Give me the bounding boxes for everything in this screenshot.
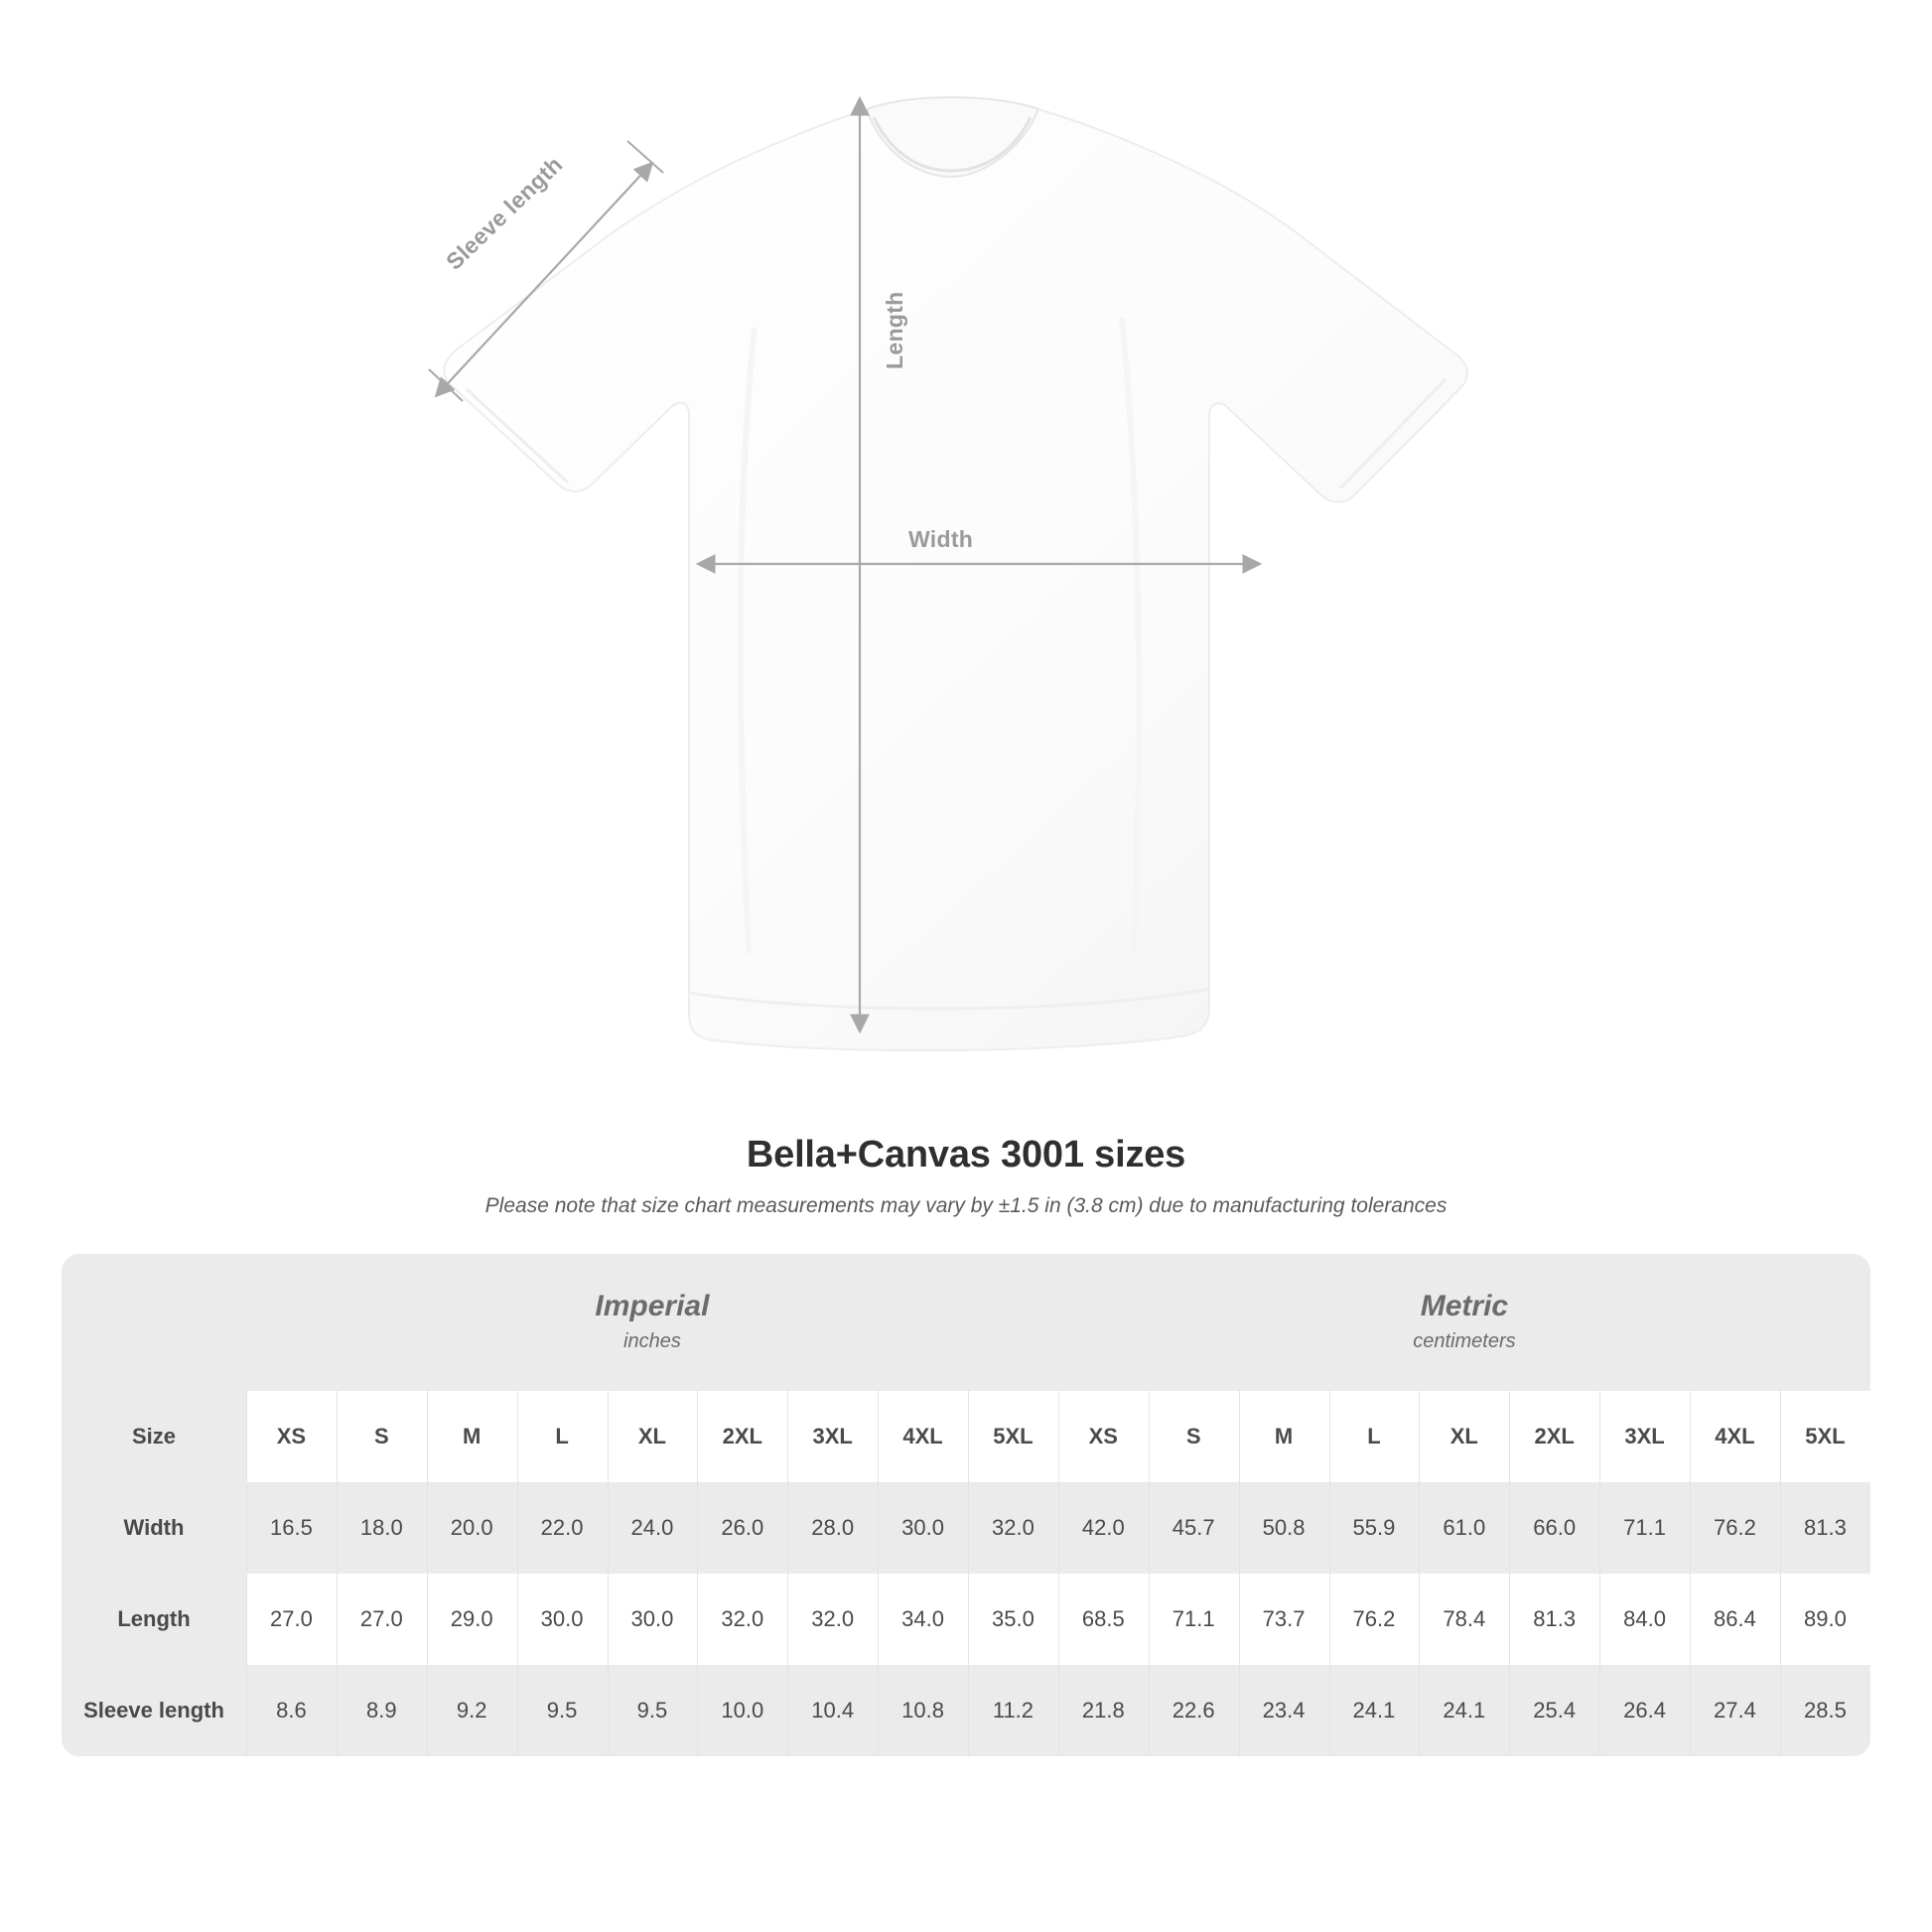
size-table-container	[62, 1254, 1870, 1756]
unit-header-imperial	[246, 1254, 1058, 1391]
size-header-cell: S	[1149, 1391, 1239, 1482]
size-header-cell: XS	[246, 1391, 337, 1482]
table-row	[62, 1665, 1870, 1756]
table-cell: 10.4	[787, 1665, 878, 1756]
size-header-cell: 3XL	[1599, 1391, 1690, 1482]
size-header-cell: L	[1329, 1391, 1420, 1482]
unit-header-spacer	[62, 1254, 246, 1391]
table-row	[62, 1574, 1870, 1665]
table-cell: 30.0	[608, 1574, 698, 1665]
size-header-cell: XS	[1058, 1391, 1149, 1482]
table-cell: 42.0	[1058, 1482, 1149, 1574]
table-cell: 28.5	[1780, 1665, 1870, 1756]
table-cell: 21.8	[1058, 1665, 1149, 1756]
size-header-cell: 2XL	[697, 1391, 787, 1482]
table-cell: 9.2	[427, 1665, 517, 1756]
table-cell: 10.8	[878, 1665, 968, 1756]
table-cell: 27.4	[1690, 1665, 1780, 1756]
size-header-cell: XL	[608, 1391, 698, 1482]
table-cell: 73.7	[1239, 1574, 1329, 1665]
unit-name-metric: Metric	[1420, 1290, 1509, 1323]
table-cell: 68.5	[1058, 1574, 1149, 1665]
table-cell: 81.3	[1780, 1482, 1870, 1574]
table-cell: 10.0	[697, 1665, 787, 1756]
table-cell: 30.0	[878, 1482, 968, 1574]
table-cell: 9.5	[608, 1665, 698, 1756]
table-cell: 71.1	[1149, 1574, 1239, 1665]
size-table	[62, 1254, 1870, 1756]
row-label-sleeve-length: Sleeve length	[62, 1665, 246, 1756]
table-cell: 35.0	[968, 1574, 1058, 1665]
row-label-length: Length	[62, 1574, 246, 1665]
size-header-cell: M	[1239, 1391, 1329, 1482]
tshirt-shape	[444, 97, 1467, 1050]
table-cell: 50.8	[1239, 1482, 1329, 1574]
row-label-width: Width	[62, 1482, 246, 1574]
table-cell: 71.1	[1599, 1482, 1690, 1574]
size-header-cell: M	[427, 1391, 517, 1482]
unit-header-metric	[1058, 1254, 1870, 1391]
size-header-cell: XL	[1419, 1391, 1509, 1482]
unit-sub-metric: centimeters	[1413, 1329, 1516, 1352]
length-label: Length	[882, 291, 907, 369]
size-header-cell: 5XL	[968, 1391, 1058, 1482]
table-cell: 55.9	[1329, 1482, 1420, 1574]
table-cell: 32.0	[697, 1574, 787, 1665]
table-cell: 24.1	[1329, 1665, 1420, 1756]
table-cell: 24.1	[1419, 1665, 1509, 1756]
table-cell: 34.0	[878, 1574, 968, 1665]
table-cell: 32.0	[787, 1574, 878, 1665]
table-cell: 22.6	[1149, 1665, 1239, 1756]
table-cell: 84.0	[1599, 1574, 1690, 1665]
table-cell: 28.0	[787, 1482, 878, 1574]
width-label: Width	[908, 526, 974, 552]
table-cell: 32.0	[968, 1482, 1058, 1574]
table-cell: 18.0	[337, 1482, 427, 1574]
size-header-cell: 3XL	[787, 1391, 878, 1482]
size-header-cell: 2XL	[1509, 1391, 1599, 1482]
table-cell: 81.3	[1509, 1574, 1599, 1665]
table-cell: 27.0	[246, 1574, 337, 1665]
table-cell: 9.5	[517, 1665, 608, 1756]
size-header-cell: 4XL	[1690, 1391, 1780, 1482]
table-cell: 76.2	[1329, 1574, 1420, 1665]
table-cell: 61.0	[1419, 1482, 1509, 1574]
sleeve-length-label: Sleeve length	[441, 151, 568, 275]
table-cell: 26.4	[1599, 1665, 1690, 1756]
table-cell: 8.9	[337, 1665, 427, 1756]
table-cell: 20.0	[427, 1482, 517, 1574]
table-cell: 45.7	[1149, 1482, 1239, 1574]
table-cell: 86.4	[1690, 1574, 1780, 1665]
size-header-cell: 4XL	[878, 1391, 968, 1482]
table-cell: 29.0	[427, 1574, 517, 1665]
table-cell: 25.4	[1509, 1665, 1599, 1756]
table-cell: 22.0	[517, 1482, 608, 1574]
table-cell: 30.0	[517, 1574, 608, 1665]
table-cell: 66.0	[1509, 1482, 1599, 1574]
page-title: Bella+Canvas 3001 sizes	[746, 1134, 1186, 1175]
unit-header-row	[62, 1254, 1870, 1391]
table-cell: 27.0	[337, 1574, 427, 1665]
table-cell: 26.0	[697, 1482, 787, 1574]
unit-name-imperial: Imperial	[595, 1290, 710, 1323]
table-cell: 24.0	[608, 1482, 698, 1574]
chart-heading	[0, 1134, 1932, 1218]
size-header-row	[62, 1391, 1870, 1482]
table-cell: 8.6	[246, 1665, 337, 1756]
table-cell: 89.0	[1780, 1574, 1870, 1665]
size-row-label: Size	[62, 1391, 246, 1482]
table-cell: 11.2	[968, 1665, 1058, 1756]
unit-sub-imperial: inches	[623, 1329, 681, 1352]
table-row	[62, 1482, 1870, 1574]
table-cell: 23.4	[1239, 1665, 1329, 1756]
tolerance-note: Please note that size chart measurements may vary by ±1.5 in (3.8 cm) due to manufacturing tolerances	[484, 1194, 1448, 1217]
size-header-cell: S	[337, 1391, 427, 1482]
table-cell: 76.2	[1690, 1482, 1780, 1574]
size-header-cell: L	[517, 1391, 608, 1482]
size-header-cell: 5XL	[1780, 1391, 1870, 1482]
table-cell: 16.5	[246, 1482, 337, 1574]
table-cell: 78.4	[1419, 1574, 1509, 1665]
